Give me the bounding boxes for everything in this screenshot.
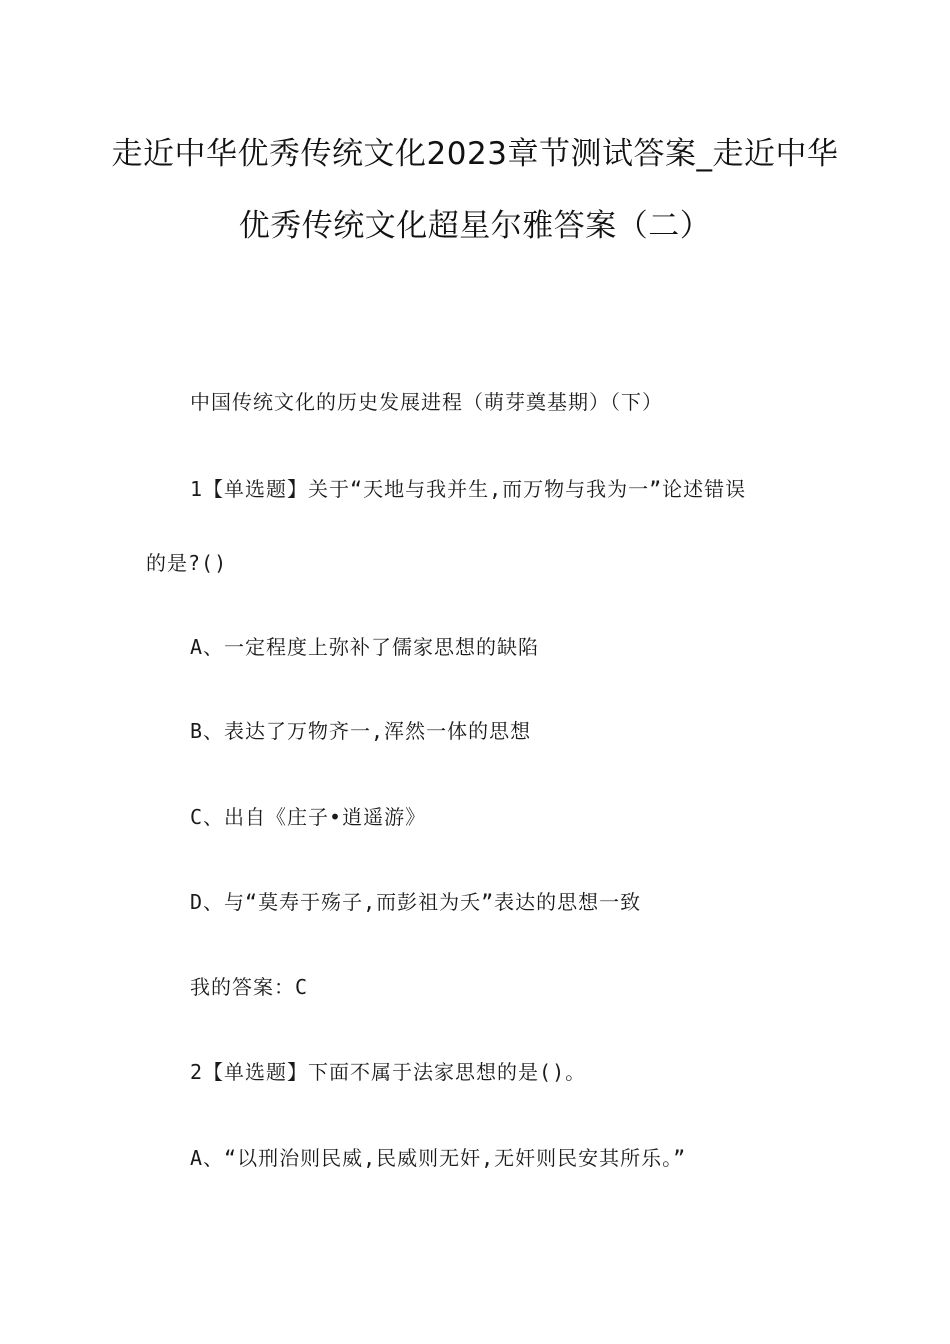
document-title-line-2: 优秀传统文化超星尔雅答案（二） (238, 208, 712, 244)
question-1-answer: 我的答案：C (190, 975, 309, 999)
question-1-stem: 1【单选题】关于“天地与我并生,而万物与我为一”论述错误 (190, 477, 747, 501)
document-title-line-1: 走近中华优秀传统文化2023章节测试答案_走近中华 (111, 136, 839, 172)
section-heading: 中国传统文化的历史发展进程（萌芽奠基期）（下） (190, 390, 663, 414)
question-2-option-a: A、“以刑治则民威,民威则无奸,无奸则民安其所乐。” (190, 1146, 687, 1170)
question-1-option-c: C、出自《庄子•逍遥游》 (190, 805, 427, 829)
question-1-option-d: D、与“莫寿于殇子,而彭祖为夭”表达的思想一致 (190, 890, 642, 914)
question-1-option-b: B、表达了万物齐一,浑然一体的思想 (190, 719, 532, 743)
question-1-stem-continued: 的是?() (146, 551, 228, 575)
question-2-stem: 2【单选题】下面不属于法家思想的是()。 (190, 1060, 587, 1084)
question-1-option-a: A、一定程度上弥补了儒家思想的缺陷 (190, 635, 540, 659)
